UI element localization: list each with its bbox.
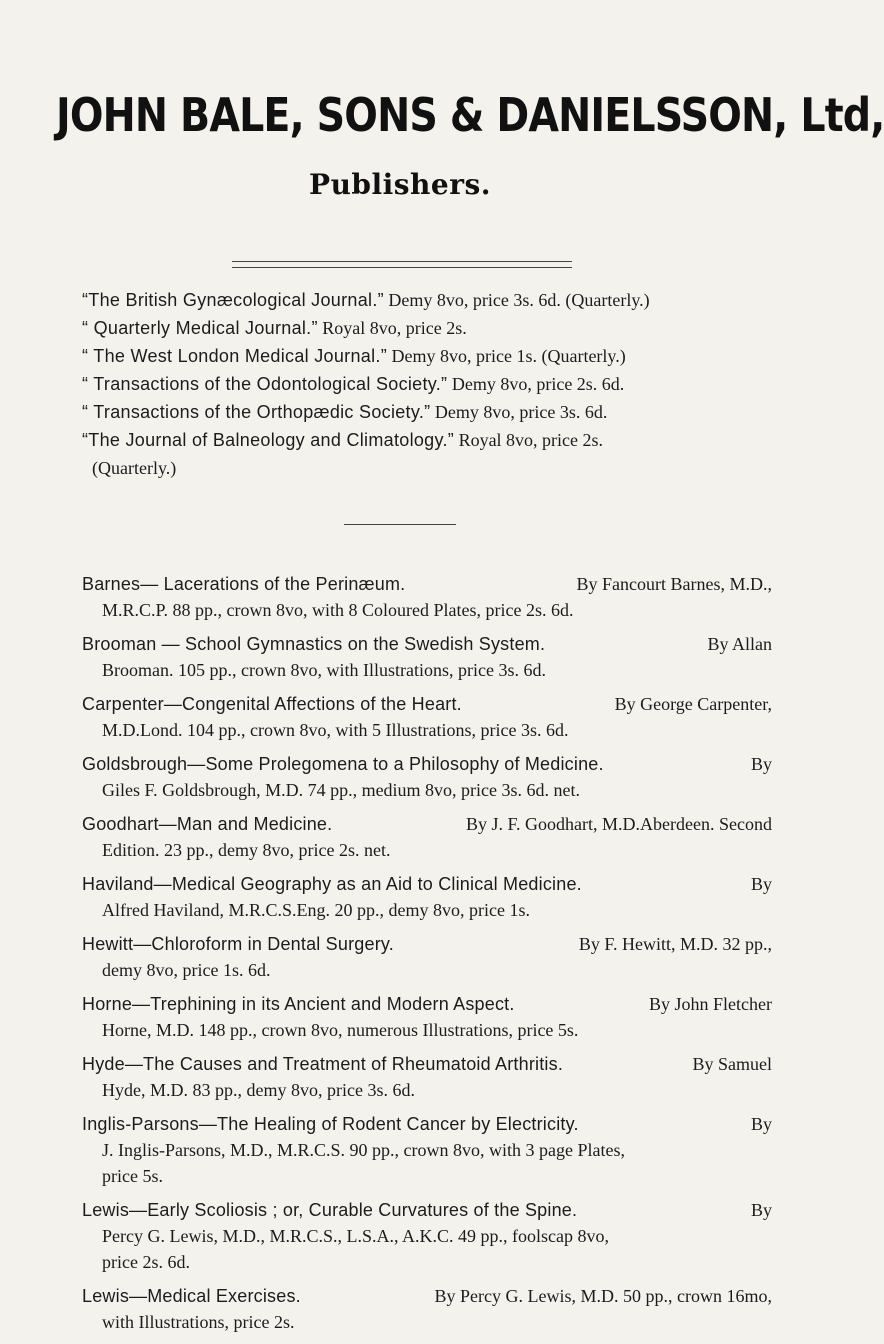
journal-details: Royal 8vo, price 2s.: [322, 318, 467, 338]
book-byline: By Percy G. Lewis, M.D. 50 pp., crown 16mo,: [434, 1286, 772, 1306]
book-byline: By George Carpenter,: [614, 694, 772, 714]
journal-title: “ Transactions of the Odontological Society.”: [82, 374, 448, 394]
book-entry: [82, 1051, 772, 1103]
book-title: Carpenter—Congenital Affections of the Heart.: [82, 694, 462, 714]
book-title: Lewis—Early Scoliosis ; or, Curable Curvatures of the Spine.: [82, 1200, 578, 1220]
journal-details: Demy 8vo, price 3s. 6d.: [434, 402, 608, 422]
book-title: Brooman — School Gymnastics on the Swedish System.: [82, 634, 546, 654]
book-details: J. Inglis-Parsons, M.D., M.R.C.S. 90 pp., crown 8vo, with 3 page Plates,: [102, 1140, 625, 1160]
journal-details: Demy 8vo, price 1s. (Quarterly.): [391, 346, 626, 366]
book-byline: By F. Hewitt, M.D. 32 pp.,: [578, 934, 772, 954]
book-entry: [82, 931, 772, 983]
journal-entry: [82, 314, 772, 342]
book-title: Goldsbrough—Some Prolegomena to a Philosophy of Medicine.: [82, 754, 604, 774]
book-details-continued: price 5s.: [102, 1166, 163, 1186]
book-entry: [82, 691, 772, 743]
book-byline: By: [750, 874, 772, 894]
book-byline: By Allan: [707, 634, 772, 654]
journal-entry: [82, 398, 772, 426]
book-entry: [82, 1111, 772, 1189]
book-details: M.R.C.P. 88 pp., crown 8vo, with 8 Coloured Plates, price 2s. 6d.: [102, 600, 574, 620]
journal-details: Demy 8vo, price 3s. 6d. (Quarterly.): [388, 290, 650, 310]
book-details: Edition. 23 pp., demy 8vo, price 2s. net.: [102, 840, 391, 860]
journal-title: “The British Gynæcological Journal.”: [82, 290, 384, 310]
double-rule-divider: [232, 261, 572, 268]
journal-frequency: (Quarterly.): [92, 458, 177, 478]
book-title: Hyde—The Causes and Treatment of Rheumatoid Arthritis.: [82, 1054, 564, 1074]
journal-entry: [82, 286, 772, 314]
journal-title: “ Transactions of the Orthopædic Society.”: [82, 402, 431, 422]
journal-title: “The Journal of Balneology and Climatology.”: [82, 430, 455, 450]
book-details: Percy G. Lewis, M.D., M.R.C.S., L.S.A., A.K.C. 49 pp., foolscap 8vo,: [102, 1226, 609, 1246]
book-byline: By: [750, 1200, 772, 1220]
book-entry: [82, 991, 772, 1043]
book-details-continued: price 2s. 6d.: [102, 1252, 190, 1272]
book-list: [82, 571, 772, 1343]
book-details: demy 8vo, price 1s. 6d.: [102, 960, 271, 980]
book-byline: By: [750, 1114, 772, 1134]
book-title: Barnes— Lacerations of the Perinæum.: [82, 574, 406, 594]
book-details: Alfred Haviland, M.R.C.S.Eng. 20 pp., demy 8vo, price 1s.: [102, 900, 530, 920]
section-divider: [344, 524, 456, 525]
book-title: Haviland—Medical Geography as an Aid to Clinical Medicine.: [82, 874, 582, 894]
journal-details: Demy 8vo, price 2s. 6d.: [451, 374, 625, 394]
book-title: Hewitt—Chloroform in Dental Surgery.: [82, 934, 394, 954]
journal-entry: [82, 370, 772, 398]
book-details: Horne, M.D. 148 pp., crown 8vo, numerous Illustrations, price 5s.: [102, 1020, 579, 1040]
book-details: Giles F. Goldsbrough, M.D. 74 pp., medium 8vo, price 3s. 6d. net.: [102, 780, 581, 800]
book-entry: [82, 811, 772, 863]
book-entry: [82, 571, 772, 623]
book-byline: By Samuel: [692, 1054, 772, 1074]
publisher-name: JOHN BALE, SONS & DANIELSSON, Ltd,: [56, 88, 884, 142]
book-byline: By J. F. Goodhart, M.D.Aberdeen. Second: [465, 814, 772, 834]
journal-title: “ Quarterly Medical Journal.”: [82, 318, 318, 338]
journal-details: Royal 8vo, price 2s.: [458, 430, 604, 450]
book-details: Hyde, M.D. 83 pp., demy 8vo, price 3s. 6d.: [102, 1080, 415, 1100]
book-entry: [82, 751, 772, 803]
book-title: Inglis-Parsons—The Healing of Rodent Cancer by Electricity.: [82, 1114, 579, 1134]
journal-title: “ The West London Medical Journal.”: [82, 346, 387, 366]
book-details: M.D.Lond. 104 pp., crown 8vo, with 5 Illustrations, price 3s. 6d.: [102, 720, 569, 740]
book-details: Brooman. 105 pp., crown 8vo, with Illustrations, price 3s. 6d.: [102, 660, 546, 680]
journal-list: [82, 286, 772, 482]
book-entry: [82, 631, 772, 683]
book-byline: By: [750, 754, 772, 774]
book-byline: By Fancourt Barnes, M.D.,: [576, 574, 772, 594]
book-entry: [82, 1197, 772, 1275]
book-title: Horne—Trephining in its Ancient and Modern Aspect.: [82, 994, 515, 1014]
book-entry: [82, 871, 772, 923]
book-entry: [82, 1283, 772, 1335]
book-details: with Illustrations, price 2s.: [102, 1312, 295, 1332]
book-title: Goodhart—Man and Medicine.: [82, 814, 333, 834]
book-title: Lewis—Medical Exercises.: [82, 1286, 301, 1306]
journal-entry: [82, 426, 772, 454]
publishers-label: Publishers.: [309, 168, 491, 201]
journal-entry: [82, 342, 772, 370]
book-byline: By John Fletcher: [649, 994, 772, 1014]
